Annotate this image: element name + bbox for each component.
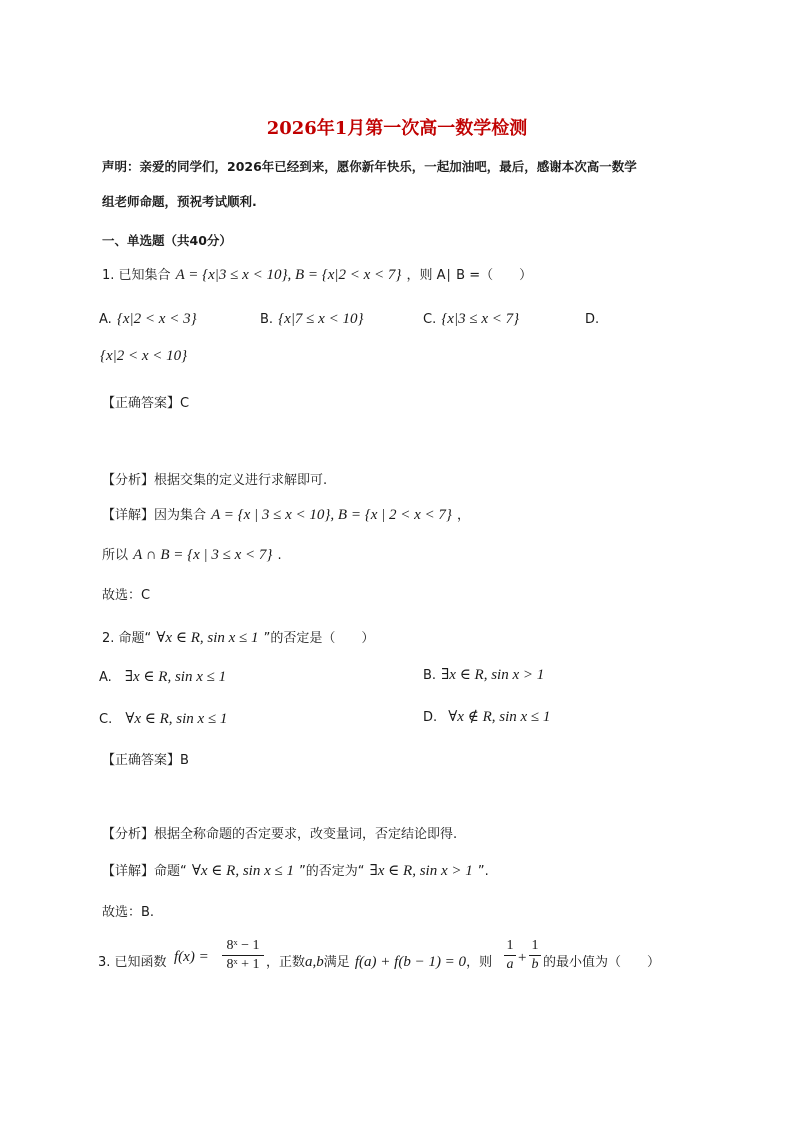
q3-frac-1b-num: 1 [531,938,539,953]
q1-option-b-label: B. [260,312,274,327]
q3-frac-1a-den: a [506,957,514,972]
q1-option-a-value: {x|2 < x < 3} [116,311,197,327]
q1-option-a-label: A. [99,312,112,327]
q1-option-d-value: {x|2 < x < 10} [100,348,188,364]
q2-stem-suffix: ”的否定是（ ） [263,631,375,646]
q3-frac-1b-den: b [531,957,539,972]
page-title: 2026年1月第一次高一数学检测 [266,118,528,139]
notice-line-1: 声明：亲爱的同学们，2026年已经到来，愿你新年快乐，一起加油吧，最后，感谢本次高一数学 [102,159,637,174]
q3-mid2: 满足 [323,955,350,970]
q2-option-b-label: B. [423,668,437,683]
q2-stem [102,627,374,647]
q2-option-d-value: ∀x ∉ R, sin x ≤ 1 [448,709,551,725]
q1-analysis: 【分析】根据交集的定义进行求解即可. [102,473,328,488]
q1-prefix: 1. 已知集合 [102,268,171,283]
q2-option-b-value: ∃x ∈ R, sin x > 1 [441,667,545,683]
q2-option-c-label: C. [99,712,113,727]
q1-choose: 故选：C [102,588,151,603]
q1-option-c [423,308,519,328]
q2-detail-mid: ”的否定为“ [299,864,365,879]
q3-condition [266,951,492,971]
q1-option-b [260,308,363,328]
q2-answer: 【正确答案】B [102,753,189,768]
q2-detail [102,860,489,880]
q3-frac-1b [529,938,541,973]
q3-frac-1a-bar [504,955,516,956]
q1-option-a [99,308,197,328]
q3-mid: ，正数 [266,955,306,970]
q3-mid3: ，则 [466,955,493,970]
q1-option-d-label: D. [585,312,600,327]
q2-detail-expr1: ∀x ∈ R, sin x ≤ 1 [191,863,294,879]
q1-detail-suffix: ， [456,508,470,523]
q3-prefix: 3. 已知函数 [98,955,167,970]
q3-fx: f(x) = [174,949,209,965]
q2-option-a-label: A. [99,670,112,685]
q2-option-b [423,664,544,684]
q3-suffix: 的最小值为（ ） [543,955,661,970]
q1-therefore [102,544,282,564]
q1-option-c-label: C. [423,312,437,327]
q2-option-a [99,666,226,686]
q2-option-c-value: ∀x ∈ R, sin x ≤ 1 [125,711,228,727]
q3-frac-1a-num: 1 [506,938,514,953]
q2-stem-prefix: 2. 命题“ [102,631,152,646]
q3-fraction-numerator: 8ˣ − 1 [226,938,260,953]
q2-option-d [423,706,550,726]
q1-detail-prefix: 【详解】因为集合 [102,508,207,523]
q3-cond: f(a) + f(b − 1) = 0 [354,954,467,970]
q1-stem [102,264,532,284]
q3-frac-1a [504,938,516,973]
section-heading: 一、单选题（共40分） [102,233,232,248]
q3-fraction-bar [222,955,264,956]
q1-detail-sets: A = {x | 3 ≤ x < 10}, B = {x | 2 < x < 7} [211,507,452,523]
q1-answer: 【正确答案】C [102,396,190,411]
q2-stem-expr: ∀x ∈ R, sin x ≤ 1 [156,630,259,646]
q2-detail-suffix: ”. [477,864,489,879]
q2-detail-expr2: ∃x ∈ R, sin x > 1 [369,863,473,879]
q3-frac-1b-bar [529,955,541,956]
q1-therefore-expr: A ∩ B = {x | 3 ≤ x < 7} [133,547,273,563]
q2-option-a-value: ∃x ∈ R, sin x ≤ 1 [124,669,227,685]
q1-suffix: ，则 A∣ B =（ ） [406,268,533,283]
q2-analysis: 【分析】根据全称命题的否定要求，改变量词，否定结论即得. [102,827,458,842]
q1-sets: A = {x|3 ≤ x < 10}, B = {x|2 < x < 7} [175,267,402,283]
q3-fraction-denominator: 8ˣ + 1 [226,957,260,972]
q1-detail [102,504,470,524]
notice-line-2: 组老师命题，预祝考试顺利. [102,194,257,209]
q3-fraction [222,938,264,973]
q2-option-d-label: D. [423,710,438,725]
q1-option-c-value: {x|3 ≤ x < 7} [441,311,520,327]
q2-option-c [99,708,227,728]
q1-option-b-value: {x|7 ≤ x < 10} [278,311,364,327]
q3-ab: a,b [305,954,324,970]
q1-therefore-suffix: . [277,548,282,563]
q3-plus: + [518,950,527,966]
q2-choose: 故选：B. [102,905,155,920]
q2-detail-prefix: 【详解】命题“ [102,864,187,879]
q1-therefore-prefix: 所以 [102,548,129,563]
